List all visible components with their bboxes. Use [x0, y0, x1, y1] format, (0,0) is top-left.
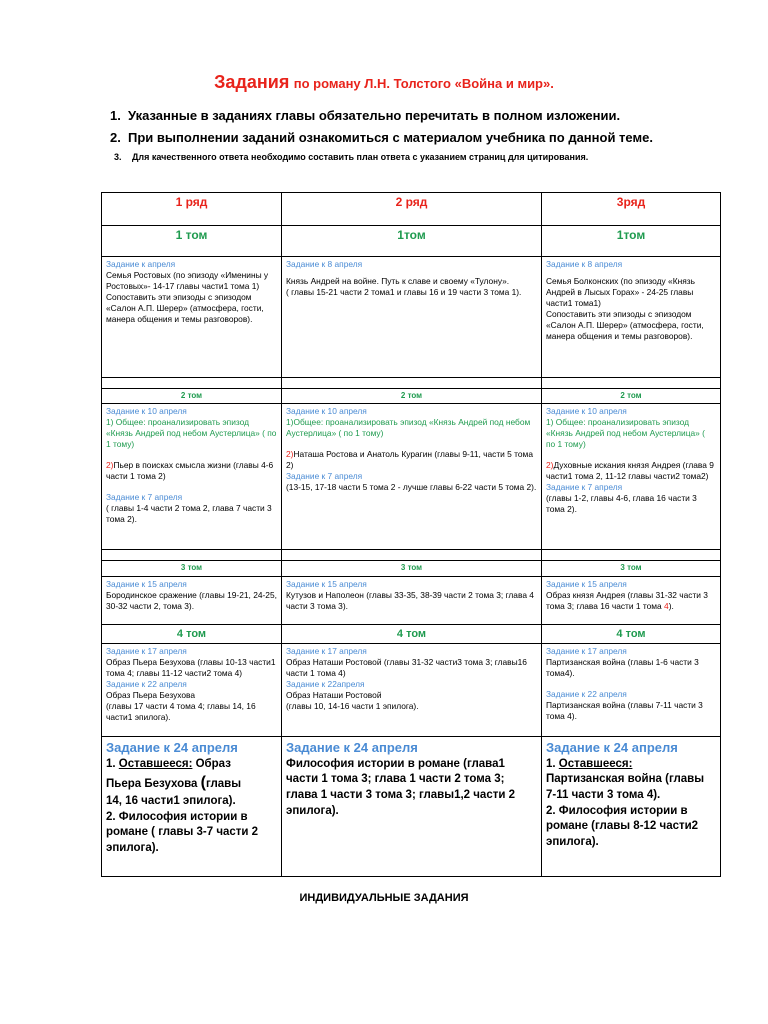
deadline: Задание к 22 апреля [106, 678, 187, 689]
instruction-item: 2. При выполнении заданий ознакомиться с материалом учебника по данной теме. [110, 130, 653, 145]
volume-label: 3 том [102, 561, 282, 576]
task-cell: Задание к 24 апреля 1. Оставшееся: Партизанская война (главы 7-11 части 3 тома 4). 2. Философия истории в романе (главы 8-12 части2 эпилога). [542, 737, 721, 877]
deadline: Задание к 7 апреля [546, 481, 623, 492]
instructions-list [110, 108, 653, 162]
row-headers [102, 193, 721, 226]
volume-label: 2 том [102, 389, 282, 404]
title-sub: по роману Л.Н. Толстого «Война и мир». [293, 76, 554, 91]
deadline: Задание к 17 апреля [286, 646, 367, 657]
row-volume-2-tasks [102, 404, 721, 550]
header-row-3: 3ряд [542, 193, 721, 226]
deadline: Задание к 22 апреля [546, 688, 627, 699]
deadline: Задание к 7 апреля [106, 491, 183, 502]
volume-label: 4 том [542, 624, 721, 643]
row-spacer [102, 378, 721, 389]
row-volume-3-tasks [102, 576, 721, 624]
task-cell: Задание к 17 апреля Образ Пьера Безухова (главы 10-13 части1 тома 4; главы 11-12 части2 тома 4) Задание к 22 апреля Образ Пьера Безухова (главы 17 части 4 тома 4; главы 14, 16 части1 эпилога). [102, 644, 282, 737]
row-volume-3 [102, 561, 721, 576]
volume-label: 4 том [102, 624, 282, 643]
deadline: Задание к 8 апреля [546, 259, 623, 269]
deadline: Задание к 15 апреля [546, 578, 627, 589]
header-row-1: 1 ряд [102, 193, 282, 226]
deadline: Задание к 22апреля [286, 678, 365, 689]
row-spacer [102, 550, 721, 561]
volume-label: 3 том [542, 561, 721, 576]
row-volume-4-tasks [102, 644, 721, 737]
deadline: Задание к апреля [106, 259, 176, 269]
assignments-table [101, 192, 721, 877]
deadline: Задание к 24 апреля [106, 740, 238, 756]
task-cell: Задание к 15 апреля Образ князя Андрея (главы 31-32 части 3 тома 3; глава 16 части 1 тома 4). [542, 576, 721, 624]
volume-label: 2 том [542, 389, 721, 404]
volume-label: 3 том [282, 561, 542, 576]
task-cell: Задание к 10 апреля 1) Общее: проанализировать эпизод «Князь Андрей под небом Аустерлица» ( по 1 тому) 2)Духовные искания князя Андрея (глава 9 части1 тома 2, 11-12 главы части2 тома2) Задание к 7 апреля (главы 1-2, главы 4-6, глава 16 части 3 тома 2). [542, 404, 721, 550]
row-volume-2 [102, 389, 721, 404]
page-title [0, 72, 768, 93]
header-row-2: 2 ряд [282, 193, 542, 226]
task-cell: Задание к 15 апреля Бородинское сражение (главы 19-21, 24-25, 30-32 части 2, тома 3). [102, 576, 282, 624]
task-cell: Задание к апреля Семья Ростовых (по эпизоду «Именины у Ростовых»- 14-17 главы части1 тома 1) Сопоставить эти эпизоды с эпизодом «Салон А.П. Шерер» (атмосфера, гости, манера общения и темы разговоров). [102, 257, 282, 378]
individual-tasks-heading: ИНДИВИДУАЛЬНЫЕ ЗАДАНИЯ [299, 892, 469, 904]
row-volume-1-tasks [102, 257, 721, 378]
task-cell: Задание к 24 апреля 1. Оставшееся: Образ Пьера Безухова (главы 14, 16 части1 эпилога). 2. Философия истории в романе ( главы 3-7 части 2 эпилога). [102, 737, 282, 877]
deadline: Задание к 17 апреля [106, 646, 187, 657]
deadline: Задание к 10 апреля [286, 406, 367, 417]
deadline: Задание к 10 апреля [106, 406, 187, 417]
deadline: Задание к 24 апреля [286, 740, 418, 756]
row-final-tasks [102, 737, 721, 877]
instruction-item: 1. Указанные в заданиях главы обязательно перечитать в полном изложении. [110, 108, 621, 123]
volume-label: 1 том [102, 226, 282, 257]
task-cell: Задание к 8 апреля Семья Болконских (по эпизоду «Князь Андрей в Лысых Горах» - 24-25 главы части1 тома1) Сопоставить эти эпизоды с эпизодом «Салон А.П. Шерер» (атмосфера, гости, манера общения и темы разговоров). [542, 257, 721, 378]
task-cell: Задание к 15 апреля Кутузов и Наполеон (главы 33-35, 38-39 части 2 тома 3; глава 4 части 3 тома 3). [282, 576, 542, 624]
volume-label: 1том [542, 226, 721, 257]
task-cell: Задание к 24 апреля Философия истории в романе (глава1 части 1 тома 3; глава 1 части 2 тома 3; глава 1 части 3 тома 3; главы1,2 части 2 эпилога). [282, 737, 542, 877]
row-volume-1 [102, 226, 721, 257]
task-cell: Задание к 8 апреля Князь Андрей на войне. Путь к славе и своему «Тулону». ( главы 15-21 части 2 тома1 и главы 16 и 19 части 3 тома 1). [282, 257, 542, 378]
deadline: Задание к 7 апреля [286, 471, 363, 481]
deadline: Задание к 15 апреля [106, 578, 187, 589]
deadline: Задание к 24 апреля [546, 740, 678, 756]
row-volume-4 [102, 624, 721, 643]
task-cell: Задание к 10 апреля 1)Общее: проанализировать эпизод «Князь Андрей под небом Аустерлица» ( по 1 тому) 2)Наташа Ростова и Анатоль Курагин (главы 9-11, части 5 тома 2) Задание к 7 апреля (13-15, 17-18 части 5 тома 2 - лучше главы 6-22 части 5 тома 2). [282, 404, 542, 550]
volume-label: 4 том [282, 624, 542, 643]
deadline: Задание к 15 апреля [286, 578, 367, 589]
task-cell: Задание к 17 апреля Партизанская война (главы 1-6 части 3 тома4). Задание к 22 апреля Партизанская война (главы 7-11 части 3 тома 4). [542, 644, 721, 737]
deadline: Задание к 17 апреля [546, 646, 627, 657]
instruction-item: 3. Для качественного ответа необходимо составить план ответа с указанием страниц для цитирования. [114, 152, 589, 162]
task-cell: Задание к 10 апреля 1) Общее: проанализировать эпизод «Князь Андрей под небом Аустерлица» ( по 1 тому) 2)Пьер в поисках смысла жизни (главы 4-6 части 1 тома 2) Задание к 7 апреля ( главы 1-4 части 2 тома 2, глава 7 части 3 тома 2). [102, 404, 282, 550]
task-cell: Задание к 17 апреля Образ Наташи Ростовой (главы 31-32 части3 тома 3; главы16 части 1 тома 4) Задание к 22апреля Образ Наташи Ростовой (главы 10, 14-16 части 1 эпилога). [282, 644, 542, 737]
volume-label: 1том [282, 226, 542, 257]
deadline: Задание к 10 апреля [546, 406, 627, 417]
deadline: Задание к 8 апреля [286, 259, 363, 269]
volume-label: 2 том [282, 389, 542, 404]
title-main: Задания [214, 72, 290, 92]
